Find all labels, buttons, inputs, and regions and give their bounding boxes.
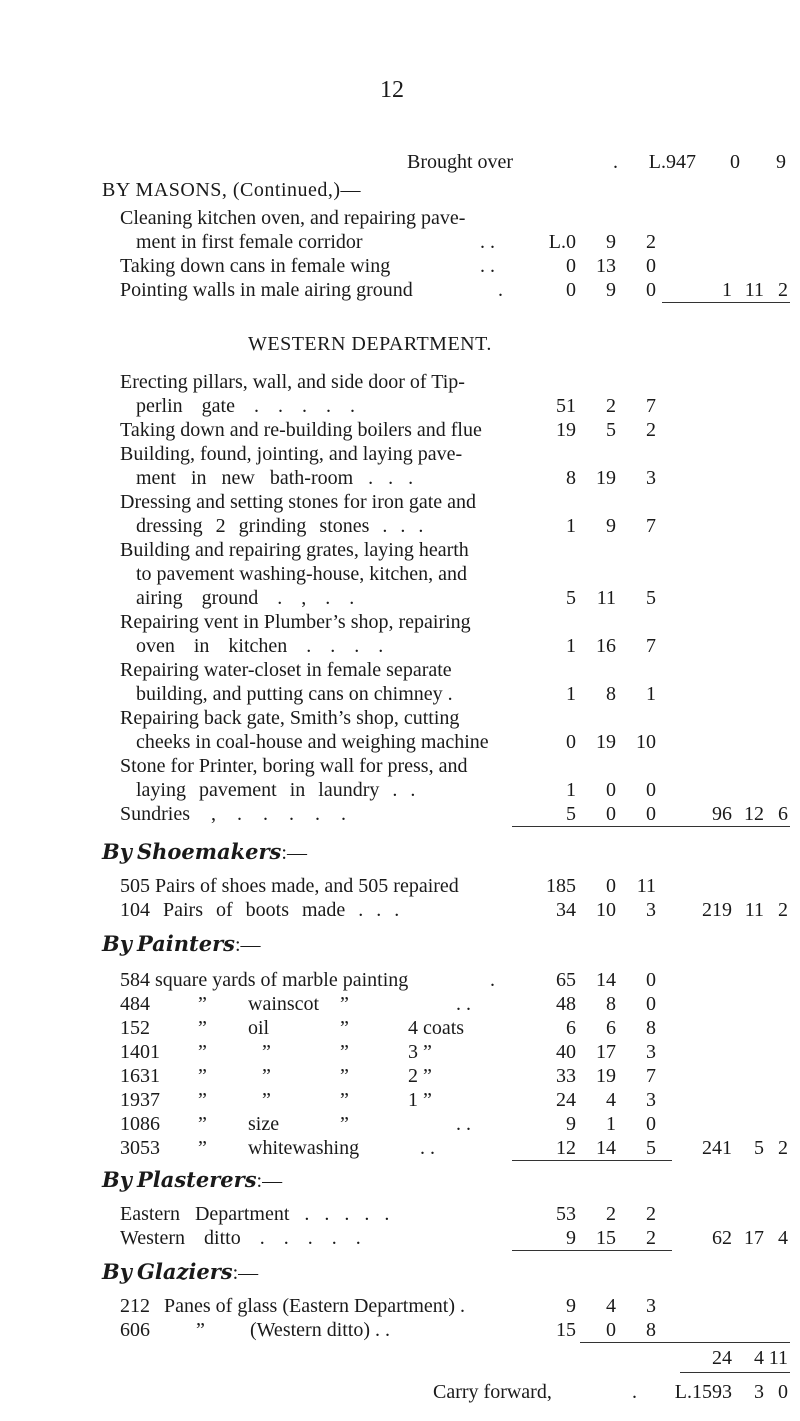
painters-item-5-qty: 1631: [120, 1065, 160, 1087]
carry-forward-dot: .: [632, 1381, 637, 1403]
masons-item-2-dots: . .: [480, 255, 495, 277]
western-item-10-line1: Sundries , . . . . .: [120, 803, 346, 825]
western-item-7-pounds: 1: [566, 683, 576, 705]
painters-item-8-desc: whitewashing: [248, 1137, 360, 1159]
masons-item-3-dots: .: [498, 279, 503, 301]
painters-total-shillings: 5: [754, 1137, 764, 1159]
carry-forward-pounds: L.1593: [674, 1381, 732, 1403]
plasterers-item-1-text: Eastern Department . . . . .: [120, 1203, 390, 1225]
western-item-7-shillings: 8: [606, 683, 616, 705]
brought-over-pence: 9: [776, 151, 786, 173]
painters-item-7-ditto2: ”: [340, 1113, 349, 1135]
brought-over-shillings: 0: [730, 151, 740, 173]
western-item-5-pounds: 5: [566, 587, 576, 609]
glaziers-item-1-qty: 212: [120, 1295, 150, 1317]
masons-item-3-pence: 0: [646, 279, 656, 301]
western-item-6-shillings: 16: [596, 635, 616, 657]
western-item-9-line2: laying pavement in laundry . .: [136, 779, 416, 801]
painters-item-2-dots: . .: [456, 993, 471, 1015]
painters-item-3-desc: oil: [248, 1017, 270, 1039]
western-total-shillings: 12: [744, 803, 764, 825]
shoemakers-item-1-text: 505 Pairs of shoes made, and 505 repaired: [120, 875, 459, 897]
painters-item-5-ditto2: ”: [340, 1065, 349, 1087]
painters-item-6-desc: ”: [262, 1089, 271, 1111]
plasterers-item-1-pounds: 53: [556, 1203, 576, 1225]
glaziers-heading: Glaziers: [136, 1259, 233, 1284]
western-item-4-line1: Dressing and setting stones for iron gate and: [120, 491, 477, 513]
western-item-6-pence: 7: [646, 635, 656, 657]
glaziers-prefix: By: [102, 1259, 132, 1284]
western-item-10-pounds: 5: [566, 803, 576, 825]
western-item-5-line2: to pavement washing-house, kitchen, and: [136, 563, 468, 585]
western-item-1-line2: perlin gate . . . . .: [136, 395, 355, 417]
brought-over-dot: .: [613, 151, 618, 173]
western-item-6-line2: oven in kitchen . . . .: [136, 635, 384, 657]
painters-item-4-ditto2: ”: [340, 1041, 349, 1063]
masons-subtotal-rule: [662, 302, 790, 303]
painters-item-4-desc: ”: [262, 1041, 271, 1063]
western-total-pence: 6: [778, 803, 788, 825]
masons-item-3-pounds: 0: [566, 279, 576, 301]
painters-item-4-pounds: 40: [556, 1041, 576, 1063]
plasterers-heading-line: [102, 1168, 282, 1193]
western-item-2-pence: 2: [646, 419, 656, 441]
western-item-10-pence: 0: [646, 803, 656, 825]
masons-item-1-line1: Cleaning kitchen oven, and repairing pave-: [120, 207, 466, 229]
painters-total-pounds: 241: [702, 1137, 732, 1159]
painters-item-5-coats: 2 ”: [408, 1065, 432, 1087]
painters-item-6-qty: 1937: [120, 1089, 160, 1111]
shoemakers-item-2-shillings: 10: [596, 899, 616, 921]
painters-item-8-dots: . .: [420, 1137, 435, 1159]
glaziers-heading-line: [102, 1260, 258, 1285]
painters-item-3-coats: 4 coats: [408, 1017, 465, 1039]
painters-item-6-pounds: 24: [556, 1089, 576, 1111]
western-item-9-pence: 0: [646, 779, 656, 801]
masons-item-1-pounds: L.0: [548, 231, 576, 253]
painters-prefix: By: [102, 931, 132, 956]
western-item-5-line1: Building and repairing grates, laying hearth: [120, 539, 469, 561]
shoemakers-total-pence: 2: [778, 899, 788, 921]
western-item-7-line2: building, and putting cans on chimney .: [136, 683, 453, 705]
glaziers-total-shillings: 4: [754, 1347, 764, 1369]
western-item-2-pounds: 19: [556, 419, 576, 441]
western-item-1-pence: 7: [646, 395, 656, 417]
shoemakers-item-2-pounds: 34: [556, 899, 576, 921]
masons-item-1-shillings: 9: [606, 231, 616, 253]
glaziers-item-1-text: Panes of glass (Eastern Department) .: [164, 1295, 466, 1317]
glaziers-item-2-ditto: ”: [196, 1319, 205, 1341]
brought-over-label: Brought over: [407, 151, 514, 173]
carry-forward-shillings: 3: [754, 1381, 764, 1403]
western-heading: WESTERN DEPARTMENT.: [248, 333, 492, 355]
western-item-7-line1: Repairing water-closet in female separate: [120, 659, 452, 681]
painters-item-6-pence: 3: [646, 1089, 656, 1111]
shoemakers-prefix: By: [102, 839, 132, 864]
shoemakers-item-1-shillings: 0: [606, 875, 616, 897]
painters-item-6-ditto2: ”: [340, 1089, 349, 1111]
painters-item-2-qty: 484: [120, 993, 150, 1015]
masons-item-1-line2: ment in first female corridor: [136, 231, 363, 253]
masons-item-1-dots: . .: [480, 231, 495, 253]
western-item-5-pence: 5: [646, 587, 656, 609]
painters-item-7-pence: 0: [646, 1113, 656, 1135]
painters-item-8-ditto1: ”: [198, 1137, 207, 1159]
painters-total-pence: 2: [778, 1137, 788, 1159]
painters-item-2-ditto2: ”: [340, 993, 349, 1015]
painters-item-1-pounds: 65: [556, 969, 576, 991]
western-item-5-shillings: 11: [596, 587, 616, 609]
glaziers-suffix: :—: [232, 1262, 259, 1284]
western-item-4-pounds: 1: [566, 515, 576, 537]
carry-forward-label: Carry forward,: [433, 1381, 552, 1403]
glaziers-item-2-shillings: 0: [606, 1319, 616, 1341]
western-item-4-pence: 7: [646, 515, 656, 537]
painters-item-7-pounds: 9: [566, 1113, 576, 1135]
masons-item-2-shillings: 13: [596, 255, 616, 277]
plasterers-total-pounds: 62: [712, 1227, 732, 1249]
western-item-1-line1: Erecting pillars, wall, and side door of Tip-: [120, 371, 465, 393]
plasterers-item-2-pence: 2: [646, 1227, 656, 1249]
page-number: 12: [380, 77, 404, 103]
glaziers-item-2-pence: 8: [646, 1319, 656, 1341]
painters-item-7-shillings: 1: [606, 1113, 616, 1135]
painters-item-5-shillings: 19: [596, 1065, 616, 1087]
painters-item-8-shillings: 14: [596, 1137, 616, 1159]
painters-item-8-pence: 5: [646, 1137, 656, 1159]
western-item-9-line1: Stone for Printer, boring wall for press, and: [120, 755, 468, 777]
shoemakers-total-pounds: 219: [702, 899, 732, 921]
masons-item-1-pence: 2: [646, 231, 656, 253]
glaziers-item-2-pounds: 15: [556, 1319, 576, 1341]
plasterers-prefix: By: [102, 1167, 132, 1192]
painters-item-2-ditto1: ”: [198, 993, 207, 1015]
painters-item-3-ditto2: ”: [340, 1017, 349, 1039]
painters-subtotal-rule: [512, 1160, 672, 1161]
painters-heading-line: [102, 932, 261, 957]
shoemakers-heading: Shoemakers: [136, 839, 282, 864]
western-item-4-line2: dressing 2 grinding stones . . .: [136, 515, 424, 537]
shoemakers-heading-line: [102, 840, 307, 865]
glaziers-subtotal-rule: [580, 1342, 790, 1343]
painters-item-5-desc: ”: [262, 1065, 271, 1087]
western-item-3-line1: Building, found, jointing, and laying pave-: [120, 443, 463, 465]
painters-item-3-pence: 8: [646, 1017, 656, 1039]
masons-total-shillings: 11: [744, 279, 764, 301]
western-item-8-line2: cheeks in coal-house and weighing machine: [136, 731, 489, 753]
carry-forward-pence: 0: [778, 1381, 788, 1403]
plasterers-total-shillings: 17: [744, 1227, 764, 1249]
western-item-3-pounds: 8: [566, 467, 576, 489]
painters-item-1-shillings: 14: [596, 969, 616, 991]
western-item-8-line1: Repairing back gate, Smith’s shop, cutting: [120, 707, 460, 729]
painters-item-7-dots: . .: [456, 1113, 471, 1135]
western-subtotal-rule: [512, 826, 790, 827]
painters-item-2-pounds: 48: [556, 993, 576, 1015]
plasterers-subtotal-rule: [512, 1250, 672, 1251]
western-item-6-pounds: 1: [566, 635, 576, 657]
glaziers-total-pounds: 24: [712, 1347, 732, 1369]
western-item-3-shillings: 19: [596, 467, 616, 489]
painters-item-3-shillings: 6: [606, 1017, 616, 1039]
painters-item-5-ditto1: ”: [198, 1065, 207, 1087]
glaziers-total-pence: 11: [768, 1347, 788, 1369]
plasterers-item-1-shillings: 2: [606, 1203, 616, 1225]
painters-item-6-coats: 1 ”: [408, 1089, 432, 1111]
western-total-pounds: 96: [712, 803, 732, 825]
western-item-5-line3: airing ground . , . .: [136, 587, 355, 609]
painters-item-6-ditto1: ”: [198, 1089, 207, 1111]
painters-item-6-shillings: 4: [606, 1089, 616, 1111]
glaziers-item-1-shillings: 4: [606, 1295, 616, 1317]
masons-total-pounds: 1: [722, 279, 732, 301]
western-item-1-pounds: 51: [556, 395, 576, 417]
western-item-4-shillings: 9: [606, 515, 616, 537]
western-item-1-shillings: 2: [606, 395, 616, 417]
western-item-6-line1: Repairing vent in Plumber’s shop, repairing: [120, 611, 471, 633]
western-item-3-line2: ment in new bath-room . . .: [136, 467, 414, 489]
shoemakers-item-1-pence: 11: [636, 875, 656, 897]
western-item-2-shillings: 5: [606, 419, 616, 441]
painters-item-4-pence: 3: [646, 1041, 656, 1063]
painters-item-8-qty: 3053: [120, 1137, 160, 1159]
shoemakers-item-2-pence: 3: [646, 899, 656, 921]
masons-total-pence: 2: [778, 279, 788, 301]
painters-item-4-shillings: 17: [596, 1041, 616, 1063]
masons-item-2-text: Taking down cans in female wing: [120, 255, 391, 277]
masons-item-2-pence: 0: [646, 255, 656, 277]
shoemakers-total-shillings: 11: [744, 899, 764, 921]
grand-total-rule: [680, 1372, 790, 1373]
masons-item-3-text: Pointing walls in male airing ground: [120, 279, 413, 301]
western-item-8-pounds: 0: [566, 731, 576, 753]
painters-heading: Painters: [136, 931, 235, 956]
painters-item-5-pounds: 33: [556, 1065, 576, 1087]
plasterers-item-2-text: Western ditto . . . . .: [120, 1227, 361, 1249]
western-item-8-pence: 10: [636, 731, 656, 753]
masons-item-2-pounds: 0: [566, 255, 576, 277]
painters-item-1-text: 584 square yards of marble painting: [120, 969, 409, 991]
painters-item-1-pence: 0: [646, 969, 656, 991]
painters-item-4-coats: 3 ”: [408, 1041, 432, 1063]
plasterers-item-1-pence: 2: [646, 1203, 656, 1225]
painters-item-8-pounds: 12: [556, 1137, 576, 1159]
painters-item-3-qty: 152: [120, 1017, 150, 1039]
glaziers-item-1-pence: 3: [646, 1295, 656, 1317]
painters-item-1-dots: .: [490, 969, 495, 991]
western-item-2-line1: Taking down and re-building boilers and flue: [120, 419, 482, 441]
masons-heading: BY MASONS, (Continued,)—: [102, 179, 362, 201]
shoemakers-suffix: :—: [281, 842, 307, 864]
plasterers-item-2-shillings: 15: [596, 1227, 616, 1249]
western-item-3-pence: 3: [646, 467, 656, 489]
painters-item-3-ditto1: ”: [198, 1017, 207, 1039]
painters-suffix: :—: [234, 934, 261, 956]
glaziers-item-2-text: (Western ditto) . .: [250, 1319, 391, 1341]
painters-item-4-qty: 1401: [120, 1041, 160, 1063]
painters-item-2-shillings: 8: [606, 993, 616, 1015]
western-item-8-shillings: 19: [596, 731, 616, 753]
plasterers-suffix: :—: [256, 1170, 283, 1192]
plasterers-total-pence: 4: [778, 1227, 788, 1249]
brought-over-pounds: L.947: [648, 151, 696, 173]
painters-item-2-desc: wainscot: [248, 993, 320, 1015]
painters-item-5-pence: 7: [646, 1065, 656, 1087]
glaziers-item-2-qty: 606: [120, 1319, 150, 1341]
painters-item-3-pounds: 6: [566, 1017, 576, 1039]
shoemakers-item-2-text: 104 Pairs of boots made . . .: [120, 899, 400, 921]
western-item-7-pence: 1: [646, 683, 656, 705]
western-item-10-shillings: 0: [606, 803, 616, 825]
painters-item-4-ditto1: ”: [198, 1041, 207, 1063]
painters-item-7-qty: 1086: [120, 1113, 160, 1135]
glaziers-item-1-pounds: 9: [566, 1295, 576, 1317]
painters-item-7-desc: size: [248, 1113, 280, 1135]
western-item-9-shillings: 0: [606, 779, 616, 801]
painters-item-7-ditto1: ”: [198, 1113, 207, 1135]
shoemakers-item-1-pounds: 185: [546, 875, 576, 897]
plasterers-heading: Plasterers: [136, 1167, 257, 1192]
plasterers-item-2-pounds: 9: [566, 1227, 576, 1249]
western-item-9-pounds: 1: [566, 779, 576, 801]
painters-item-2-pence: 0: [646, 993, 656, 1015]
masons-item-3-shillings: 9: [606, 279, 616, 301]
